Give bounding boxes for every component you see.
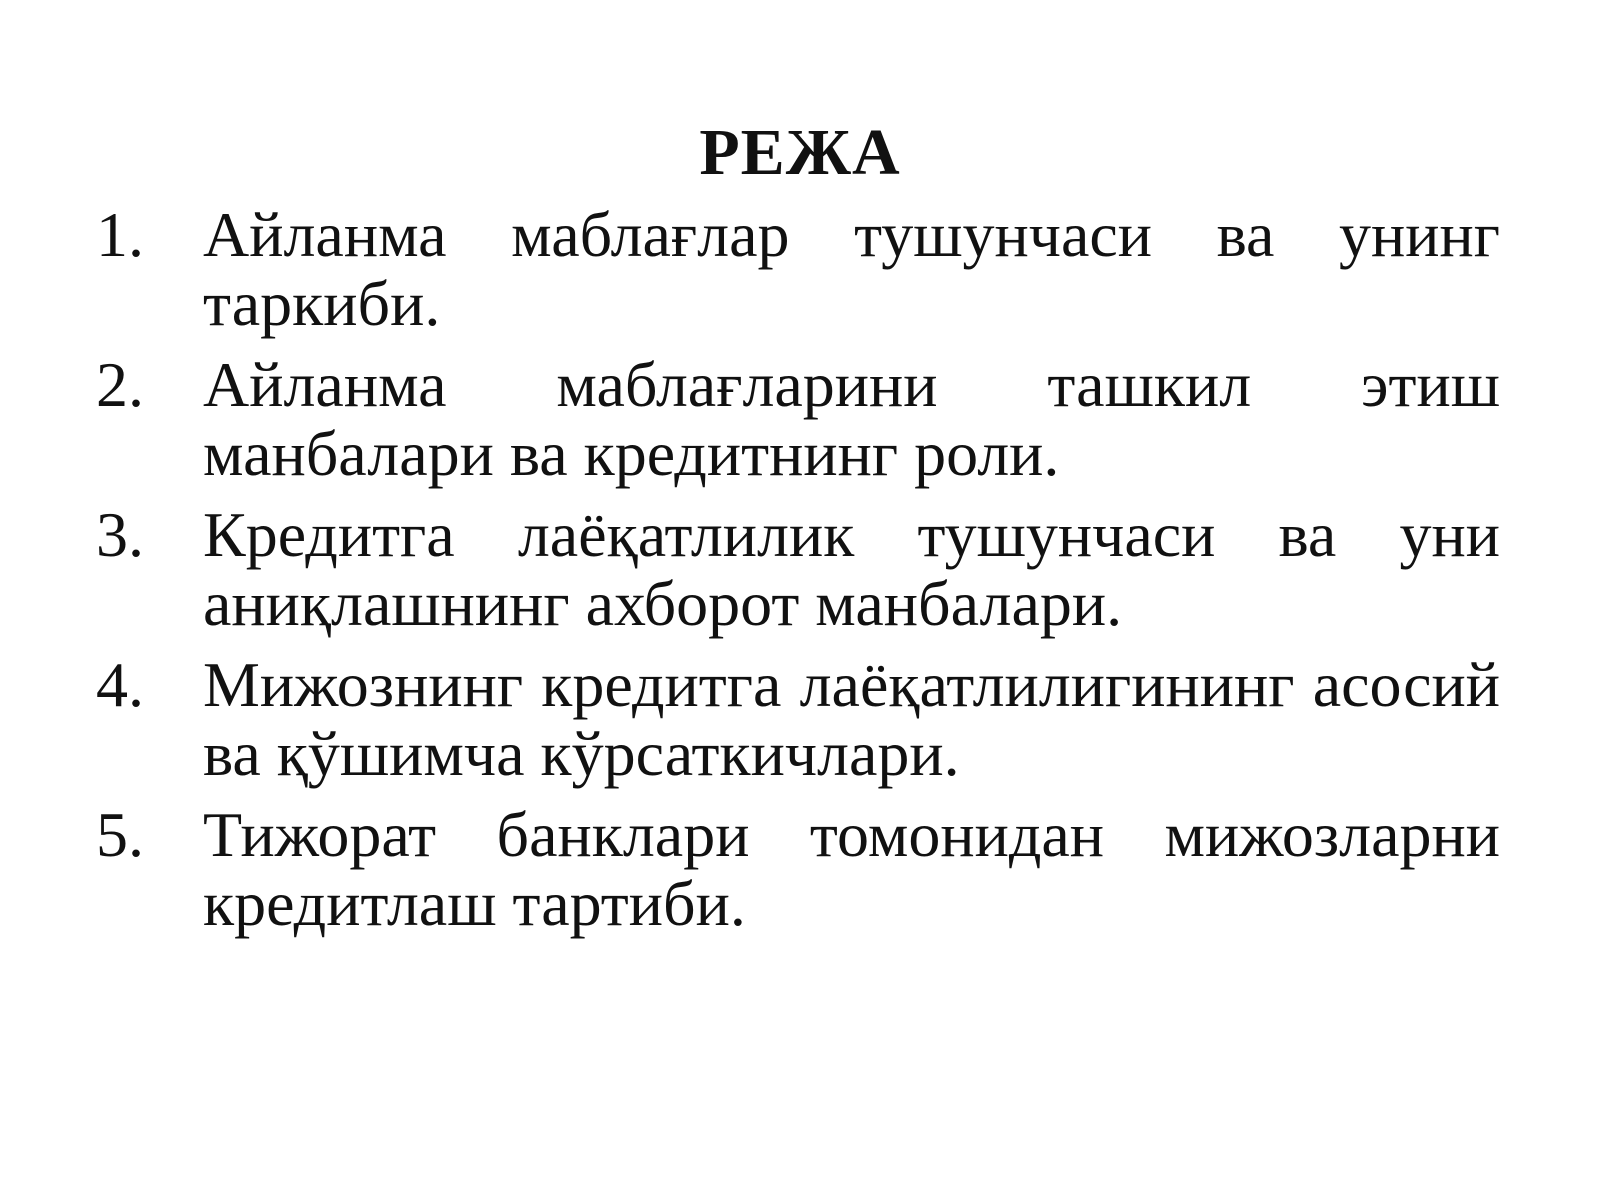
plan-item-3 [90,500,1500,638]
item-number: 3. [96,499,144,570]
item-number: 2. [96,349,144,420]
plan-item-4 [90,650,1500,788]
item-text: Айланма маблағлар тушунчаси ва унинг таркиби. [203,199,1500,339]
item-text: Мижознинг кредитга лаёқатлилигининг асосий ва қўшимча кўрсаткичлари. [203,649,1500,789]
plan-item-5 [90,800,1500,938]
item-number: 1. [96,199,144,270]
item-number: 5. [96,799,144,870]
plan-item-1 [90,200,1500,338]
item-text: Тижорат банклари томонидан мижозларни кредитлаш тартиби. [203,799,1500,939]
item-text: Кредитга лаёқатлилик тушунчаси ва уни аниқлашнинг ахборот манбалари. [203,499,1500,639]
slide-title: РЕЖА [699,116,901,189]
item-text: Айланма маблағларини ташкил этиш манбалари ва кредитнинг роли. [203,349,1500,489]
plan-list [90,200,1500,950]
item-number: 4. [96,649,144,720]
plan-item-2 [90,350,1500,488]
